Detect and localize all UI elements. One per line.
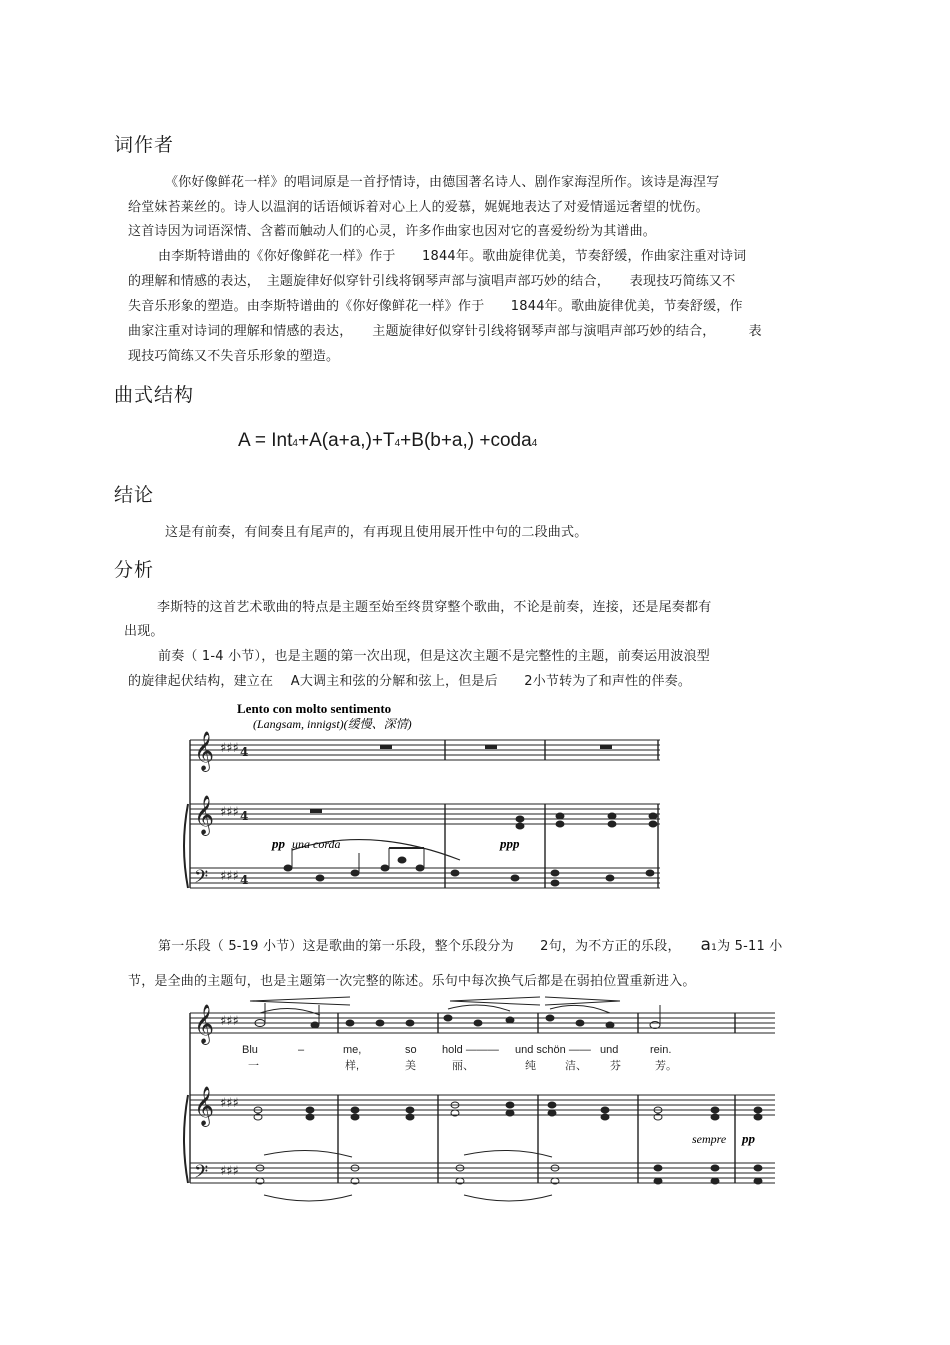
notes-theme-piano xyxy=(254,1102,762,1184)
time-signature-icon-2: 4 xyxy=(240,809,249,823)
key-signature-icon: ♯♯♯ xyxy=(220,741,239,756)
lyricist-line-3: 这首诗因为词语深情、含蓄而触动人们的心灵，许多作曲家也因对它的喜爱纷纷为其谱曲。 xyxy=(128,224,657,239)
time-signature-icon: 4 xyxy=(240,745,249,759)
dynamic-pp: pp xyxy=(272,836,285,851)
lyric-de-3: me, xyxy=(343,1044,362,1056)
staff-voice xyxy=(190,740,660,760)
analysis-p3-sub: 1 xyxy=(711,943,718,953)
lyricist-line-4: 由李斯特谱曲的《你好像鲜花一样》作于 1844年。歌曲旋律优美，节奏舒缓，作曲家注重对诗词 xyxy=(158,249,747,264)
slur-icon-3 xyxy=(448,1005,510,1011)
lyric-de-5: hold ——— xyxy=(442,1044,499,1056)
barlines-2 xyxy=(190,1013,735,1183)
staff-piano-bass xyxy=(190,868,660,888)
staff-piano-treble xyxy=(190,804,660,824)
analysis-p2-line1: 前奏（ 1-4 小节），也是主题的第一次出现，但是这次主题不是完整性的主题，前奏运用波浪型 xyxy=(158,649,710,664)
key-signature-icon-6: ♯♯♯ xyxy=(220,1164,239,1179)
formula-part-a: A = Int xyxy=(238,430,293,451)
lyric-zh-1: 一 xyxy=(248,1060,259,1072)
bass-clef-icon-2: 𝄢 xyxy=(194,1162,209,1187)
analysis-p3-symbol: a xyxy=(700,935,712,955)
lyric-zh-2: 样, xyxy=(345,1060,360,1072)
key-signature-icon-5: ♯♯♯ xyxy=(220,1096,239,1111)
lyricist-line-8: 现技巧简练又不失音乐形象的塑造。 xyxy=(128,349,340,364)
analysis-p1-line2: 出现。 xyxy=(124,624,164,639)
sempre-text: sempre xyxy=(692,1132,727,1146)
brace-icon-2 xyxy=(184,1095,188,1183)
score-excerpt-theme xyxy=(180,995,780,1215)
formula-part-c: +B(b+a,) +coda xyxy=(400,430,532,451)
lyricist-line-5: 的理解和情感的表达， 主题旋律好似穿针引线将钢琴声部与演唱声部巧妙的结合， 表现技巧简练又不 xyxy=(128,274,736,289)
hairpins xyxy=(250,997,620,1005)
heading-conclusion: 结论 xyxy=(114,484,155,506)
analysis-p1-line1: 李斯特的这首艺术歌曲的特点是主题至始至终贯穿整个歌曲，不论是前奏，连接，还是尾奏都有 xyxy=(157,600,712,615)
formula-sub-2: 4 xyxy=(394,438,401,449)
brace-icon xyxy=(184,804,188,888)
lyric-de-2: – xyxy=(298,1044,305,1056)
staff-piano-treble-2 xyxy=(190,1095,775,1115)
heading-analysis: 分析 xyxy=(114,559,155,581)
analysis-p3-text-b: 为 5-11 小 xyxy=(717,939,783,954)
lyric-zh-4: 丽、 xyxy=(452,1060,474,1072)
una-corda-text: una corda xyxy=(292,837,341,851)
staff-piano-bass-2 xyxy=(190,1163,775,1183)
tempo-german: (Langsam, innigst)(缓慢、深情) xyxy=(253,717,412,731)
lyric-de-6: und schön —— xyxy=(515,1044,591,1056)
analysis-p3-line1 xyxy=(158,935,782,955)
tie-icon xyxy=(264,1150,352,1157)
conclusion-text: 这是有前奏，有间奏且有尾声的，有再现且使用展开性中句的二段曲式。 xyxy=(165,525,588,540)
analysis-p3-text-a: 第一乐段（ 5-19 小节）这是歌曲的第一乐段，整个乐段分为 2句，为不方正的乐段， xyxy=(158,939,701,954)
treble-clef-icon-2: 𝄞 xyxy=(194,795,215,835)
lyric-zh-3: 美 xyxy=(405,1060,416,1072)
treble-clef-icon: 𝄞 xyxy=(194,731,215,771)
lyricist-line-1: 《你好像鲜花一样》的唱词原是一首抒情诗，由德国著名诗人、剧作家海涅所作。该诗是海涅写 xyxy=(165,175,720,190)
formula-sub-3: 4 xyxy=(531,438,538,449)
key-signature-icon-4: ♯♯♯ xyxy=(220,1014,239,1029)
lyric-de-4: so xyxy=(405,1044,417,1056)
slur-icon-4 xyxy=(550,1005,610,1013)
formula-sub-1: 4 xyxy=(292,438,298,449)
lyric-de-1: Blu xyxy=(242,1044,258,1056)
heading-structure: 曲式结构 xyxy=(114,384,195,406)
tempo-marking: Lento con molto sentimento xyxy=(237,701,392,716)
lyric-de-8: rein. xyxy=(650,1044,672,1056)
lyric-de-7: und xyxy=(600,1044,619,1056)
analysis-p3-line2: 节，是全曲的主题句，也是主题第一次完整的陈述。乐句中每次换气后都是在弱拍位置重新进入。 xyxy=(128,974,696,989)
tie-icon-4 xyxy=(464,1195,552,1201)
slur-icon-2 xyxy=(260,1008,320,1015)
key-signature-icon-2: ♯♯♯ xyxy=(220,805,239,820)
treble-clef-icon-5: 𝄞 xyxy=(194,1086,215,1126)
lyric-zh-8: 芳。 xyxy=(655,1060,677,1072)
lyric-zh-7: 芬 xyxy=(610,1060,621,1072)
lyricist-line-6: 失音乐形象的塑造。由李斯特谱曲的《你好像鲜花一样》作于 1844年。歌曲旋律优美，节奏舒缓，作 xyxy=(128,299,743,314)
time-signature-icon-3: 4 xyxy=(240,873,249,887)
treble-clef-icon-4: 𝄞 xyxy=(194,1004,215,1044)
dynamic-ppp: ppp xyxy=(500,836,520,851)
tie-icon-3 xyxy=(464,1150,552,1157)
bass-clef-icon: 𝄢 xyxy=(194,867,209,892)
dynamic-pp-2: pp xyxy=(742,1131,755,1146)
heading-lyricist: 词作者 xyxy=(114,134,175,156)
score-excerpt-intro xyxy=(180,700,665,905)
tie-icon-2 xyxy=(264,1195,352,1201)
form-formula xyxy=(238,430,537,452)
lyricist-line-2: 给堂妹苔莱丝的。诗人以温润的话语倾诉着对心上人的爱慕，娓娓地表达了对爱情遥远奢望的忧伤。 xyxy=(128,200,709,215)
analysis-p2-line2: 的旋律起伏结构，建立在 A大调主和弦的分解和弦上，但是后 2小节转为了和声性的伴奏。 xyxy=(128,674,692,689)
lyric-zh-6: 洁、 xyxy=(565,1060,587,1072)
key-signature-icon-3: ♯♯♯ xyxy=(220,869,239,884)
lyric-zh-5: 纯 xyxy=(525,1060,536,1072)
lyricist-line-7: 曲家注重对诗词的理解和情感的表达， 主题旋律好似穿针引线将钢琴声部与演唱声部巧妙的结合， 表 xyxy=(128,324,762,339)
formula-part-b: +A(a+a,)+T xyxy=(297,430,395,451)
